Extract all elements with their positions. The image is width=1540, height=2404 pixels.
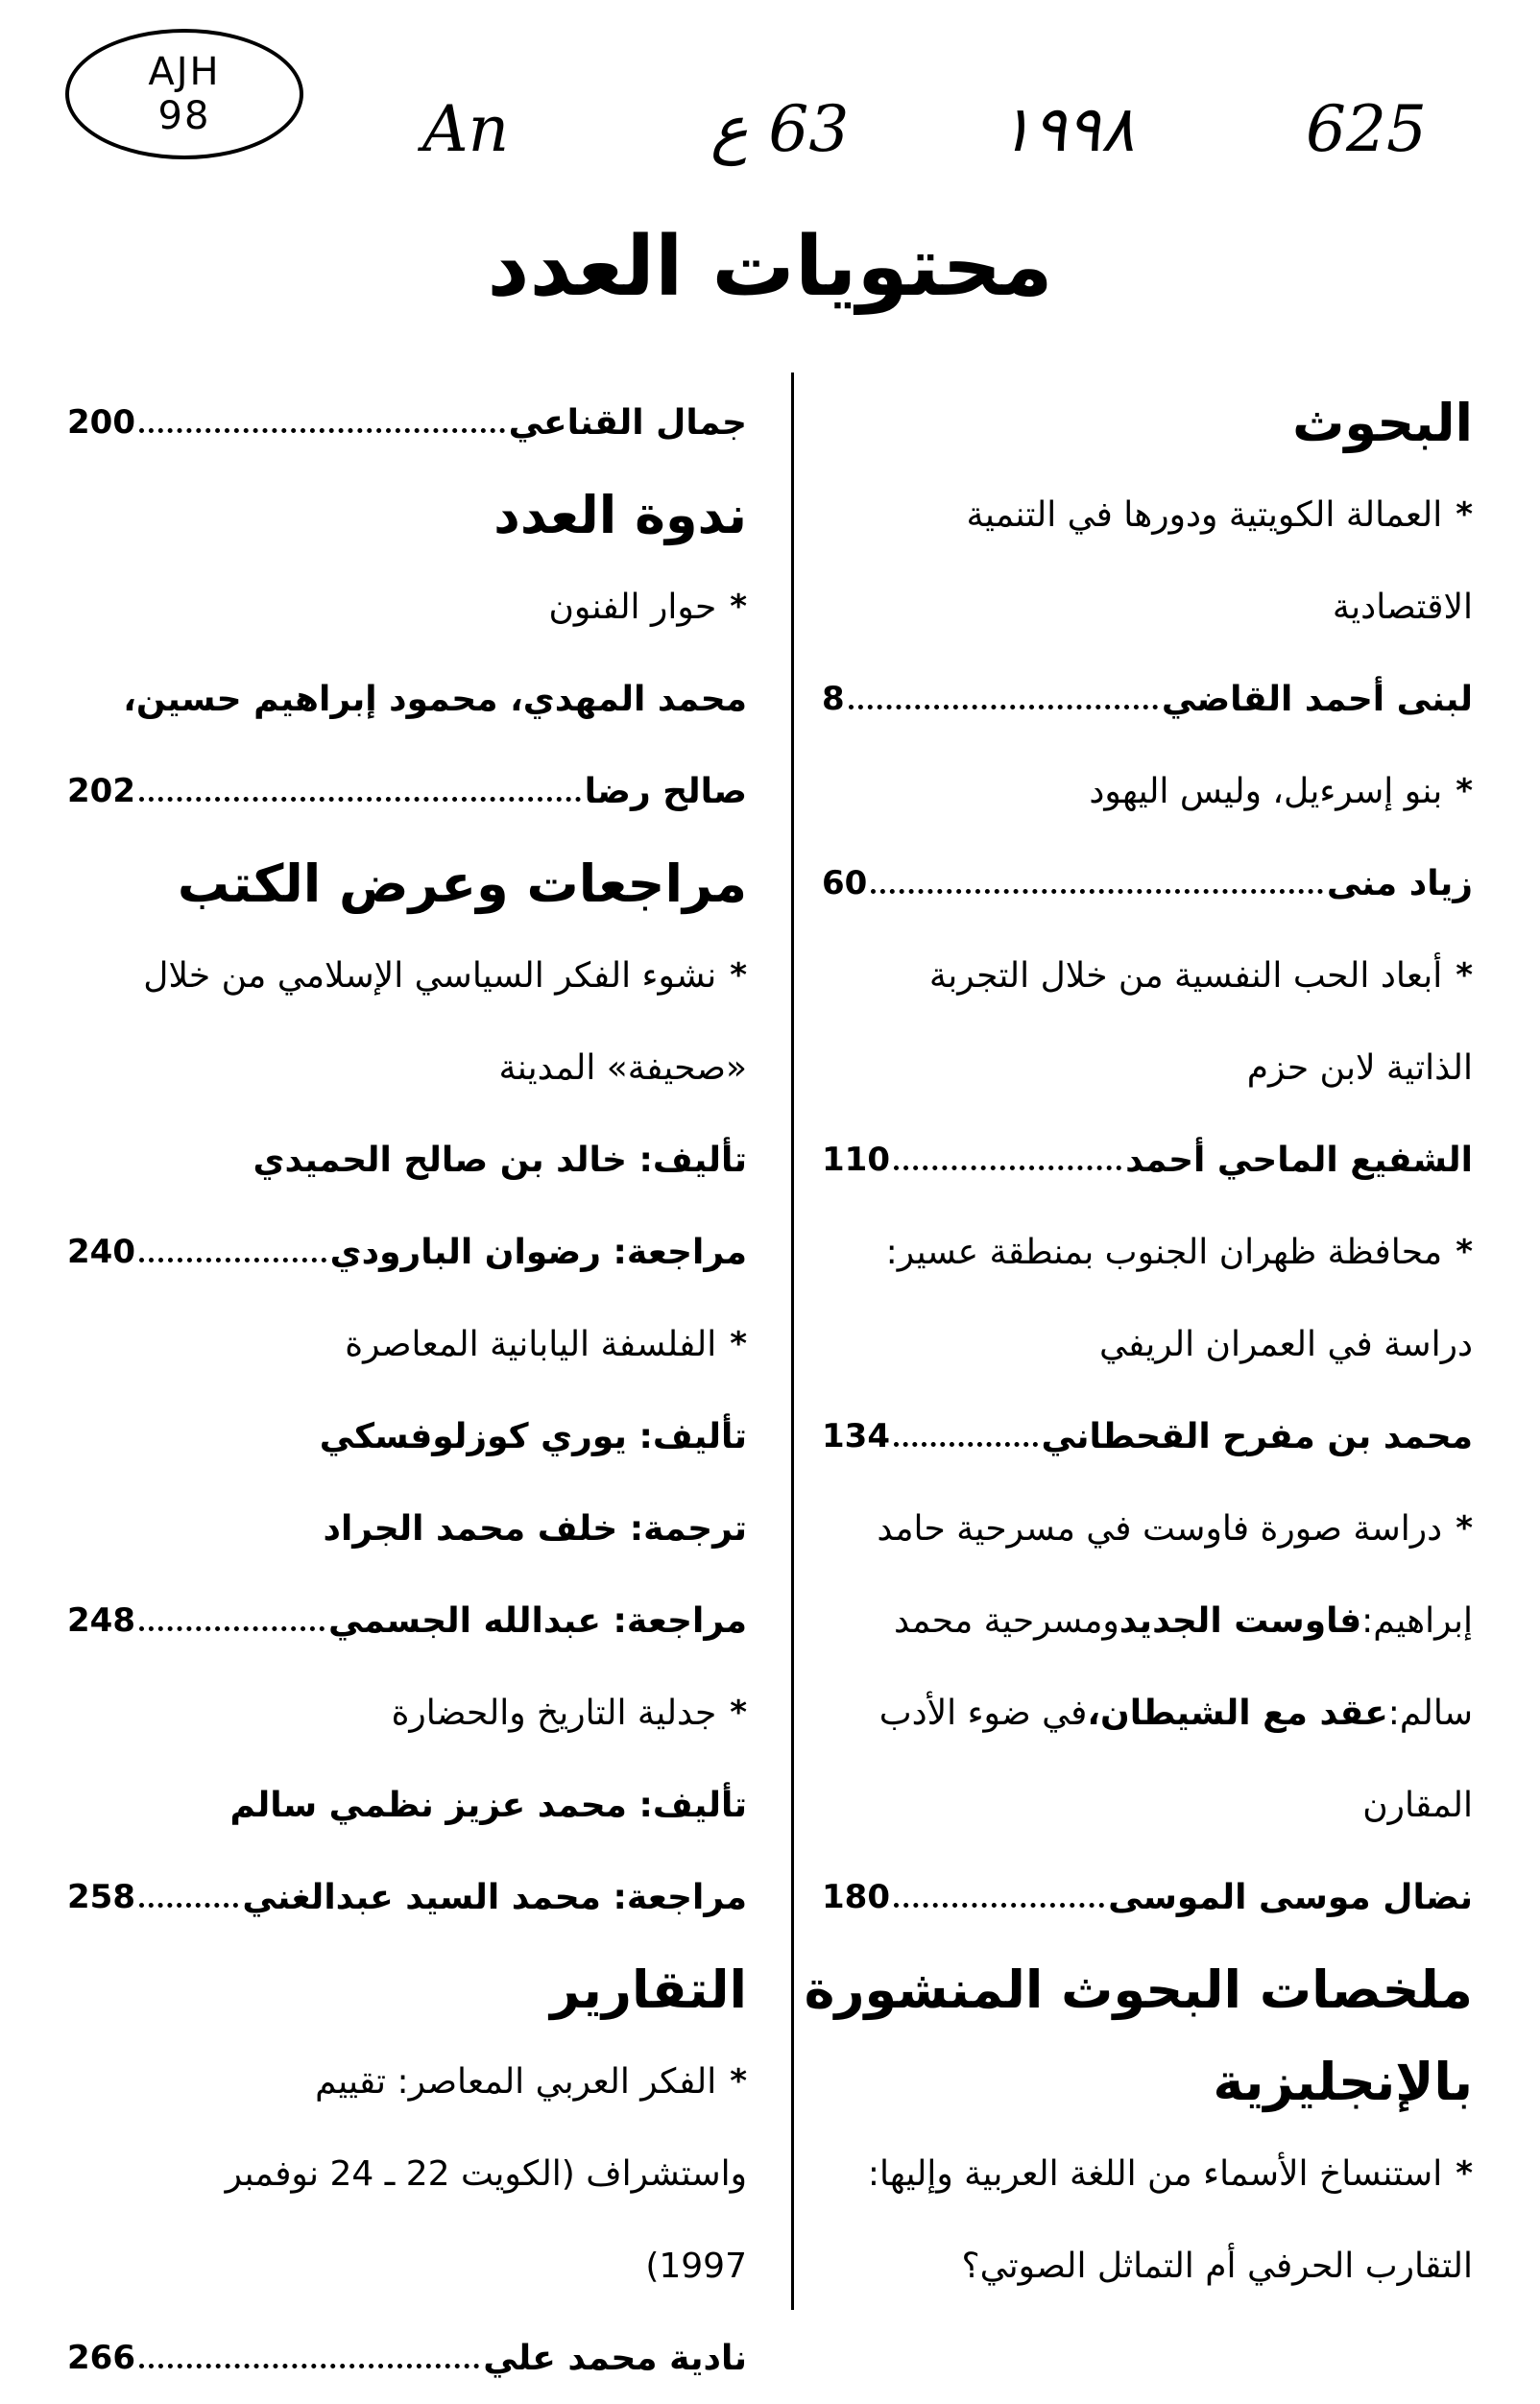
entry-title — [67, 929, 747, 1022]
entry-credit: تأليف: خالد بن صالح الحميدي — [253, 1140, 747, 1180]
page-number: 258 — [67, 1878, 135, 1916]
handwritten-note-4: 625 — [1306, 92, 1427, 166]
dot-leader — [139, 2364, 479, 2368]
page-number: 248 — [67, 1601, 135, 1640]
entry-title-text: نشوء الفكر السياسي الإسلامي من خلال — [143, 955, 717, 996]
handwritten-note-3: ١٩٩٨ — [999, 92, 1135, 166]
page-number: 202 — [67, 772, 135, 810]
entry-title — [67, 1667, 747, 1759]
entry-title-continued — [822, 1575, 1473, 1667]
entry-title — [822, 745, 1473, 837]
entry-author-line — [822, 653, 1473, 745]
entry-title-text: الفلسفة اليابانية المعاصرة — [345, 1324, 717, 1364]
entry-title — [822, 1482, 1473, 1575]
entry-credit: تأليف: محمد عزيز نظمي سالم — [229, 1785, 747, 1825]
author-name: محمد بن مفرح القحطاني — [1041, 1416, 1473, 1456]
entry-title-continued: «صحيفة» المدينة — [498, 1047, 747, 1088]
asterisk-bullet: * — [1456, 1233, 1473, 1271]
entry-title-text: بنو إسرءيل، وليس اليهود — [1089, 771, 1443, 811]
dot-leader — [871, 889, 1322, 894]
text-bold: عقد مع الشيطان، — [1087, 1693, 1388, 1733]
entry-title — [822, 2128, 1473, 2220]
asterisk-bullet: * — [1456, 772, 1473, 810]
page-number: 110 — [822, 1141, 890, 1179]
author-name: صالح رضا — [584, 771, 747, 811]
entry-author-line — [822, 1390, 1473, 1482]
page-number: 60 — [822, 864, 868, 902]
handwritten-note-2: 63 ع — [710, 92, 850, 166]
asterisk-bullet: * — [1456, 956, 1473, 995]
entry-title-continued: التقارب الحرفي أم التماثل الصوتي؟ — [961, 2246, 1473, 2286]
entry-title-continued: واستشراف (الكويت 22 ـ 24 نوفمبر — [225, 2153, 747, 2194]
page-number: 8 — [822, 680, 845, 718]
entry-credit: تأليف: يوري كوزلوفسكي — [319, 1416, 747, 1456]
entry-title-text: جدلية التاريخ والحضارة — [391, 1693, 717, 1733]
entry-credit: ترجمة: خلف محمد الجراد — [323, 1508, 747, 1549]
author-name: لبنى أحمد القاضي — [1161, 679, 1473, 719]
entry-title-continued: دراسة في العمران الريفي — [1099, 1324, 1473, 1364]
contents-column-left — [67, 376, 747, 2404]
page-number: 240 — [67, 1233, 135, 1271]
section-heading: ندوة العدد — [493, 484, 747, 545]
entry-author-line — [67, 1851, 747, 1943]
dot-leader — [139, 797, 581, 802]
entry-title-text: استنساخ الأسماء من اللغة العربية وإليها: — [867, 2153, 1443, 2194]
stamp-line-1: AJH — [148, 50, 221, 94]
section-heading: التقارير — [550, 1959, 747, 2020]
text-plain: إبراهيم: — [1361, 1600, 1473, 1641]
asterisk-bullet: * — [1456, 495, 1473, 534]
dot-leader — [894, 1903, 1104, 1908]
dot-leader — [139, 1903, 238, 1908]
author-name: زياد منى — [1326, 863, 1473, 903]
entry-author-line — [67, 1206, 747, 1298]
page-title: محتويات العدد — [487, 219, 1053, 315]
entry-title-text: الفكر العربي المعاصر: تقييم — [315, 2061, 717, 2102]
asterisk-bullet: * — [1456, 1509, 1473, 1548]
entry-title — [67, 561, 747, 653]
dot-leader — [894, 1166, 1121, 1170]
text-plain: سالم: — [1387, 1693, 1473, 1733]
entry-title-text: دراسة صورة فاوست في مسرحية حامد — [877, 1508, 1443, 1549]
entry-author-line — [822, 837, 1473, 929]
page-number: 266 — [67, 2339, 135, 2377]
stamp-line-2: 98 — [157, 94, 211, 138]
entry-credit: محمد المهدي، محمود إبراهيم حسين، — [123, 679, 747, 719]
page-number: 180 — [822, 1878, 890, 1916]
entry-author-line — [67, 2312, 747, 2404]
entry-title — [822, 1206, 1473, 1298]
author-name: مراجعة: محمد السيد عبدالغني — [242, 1877, 747, 1917]
asterisk-bullet: * — [730, 1694, 747, 1732]
column-divider — [791, 373, 794, 2310]
entry-title — [67, 2035, 747, 2128]
text-plain: في ضوء الأدب — [878, 1693, 1088, 1733]
author-name: نضال موسى الموسى — [1108, 1877, 1473, 1917]
asterisk-bullet: * — [730, 956, 747, 995]
entry-title — [822, 929, 1473, 1022]
author-name: الشفيع الماحي أحمد — [1125, 1140, 1473, 1180]
archive-stamp — [65, 29, 303, 159]
entry-title-text: العمالة الكويتية ودورها في التنمية — [966, 494, 1443, 535]
entry-title — [822, 469, 1473, 561]
text-bold: فاوست الجديد — [1119, 1600, 1362, 1641]
handwritten-note-1: An — [422, 92, 510, 166]
entry-title-continued: الذاتية لابن حزم — [1246, 1047, 1473, 1088]
section-heading: ملخصات البحوث المنشورة — [804, 1959, 1473, 2020]
dot-leader — [139, 1258, 326, 1262]
author-name: مراجعة: عبدالله الجسمي — [327, 1600, 747, 1641]
page-number: 134 — [822, 1417, 890, 1455]
entry-author-line — [67, 1575, 747, 1667]
page-number: 200 — [67, 403, 135, 442]
section-heading: بالإنجليزية — [1213, 2051, 1473, 2112]
text-plain: ومسرحية محمد — [894, 1600, 1119, 1641]
entry-title — [67, 1298, 747, 1390]
entry-author-line — [822, 1851, 1473, 1943]
entry-author-line — [822, 1114, 1473, 1206]
entry-author-line — [67, 745, 747, 837]
entry-title-continued: 1997) — [645, 2246, 747, 2286]
entry-title-text: محافظة ظهران الجنوب بمنطقة عسير: — [885, 1232, 1443, 1272]
author-name: مراجعة: رضوان البارودي — [329, 1232, 747, 1272]
author-name: نادية محمد علي — [483, 2338, 747, 2378]
dot-leader — [139, 1626, 325, 1631]
asterisk-bullet: * — [730, 1325, 747, 1363]
dot-leader — [894, 1442, 1038, 1447]
asterisk-bullet: * — [1456, 2154, 1473, 2193]
entry-title-continued — [822, 1667, 1473, 1759]
section-heading: البحوث — [1292, 392, 1473, 453]
dot-leader — [139, 428, 505, 433]
entry-title-continued: الاقتصادية — [1332, 587, 1473, 627]
dot-leader — [849, 705, 1158, 709]
asterisk-bullet: * — [730, 588, 747, 626]
entry-author-line — [67, 376, 747, 469]
entry-title-text: حوار الفنون — [548, 587, 717, 627]
section-heading: مراجعات وعرض الكتب — [177, 853, 747, 914]
entry-title-continued: المقارن — [1362, 1785, 1473, 1825]
entry-title-text: أبعاد الحب النفسية من خلال التجربة — [928, 955, 1443, 996]
asterisk-bullet: * — [730, 2062, 747, 2101]
contents-column-right — [804, 376, 1473, 2312]
author-name: جمال القناعي — [508, 402, 747, 443]
